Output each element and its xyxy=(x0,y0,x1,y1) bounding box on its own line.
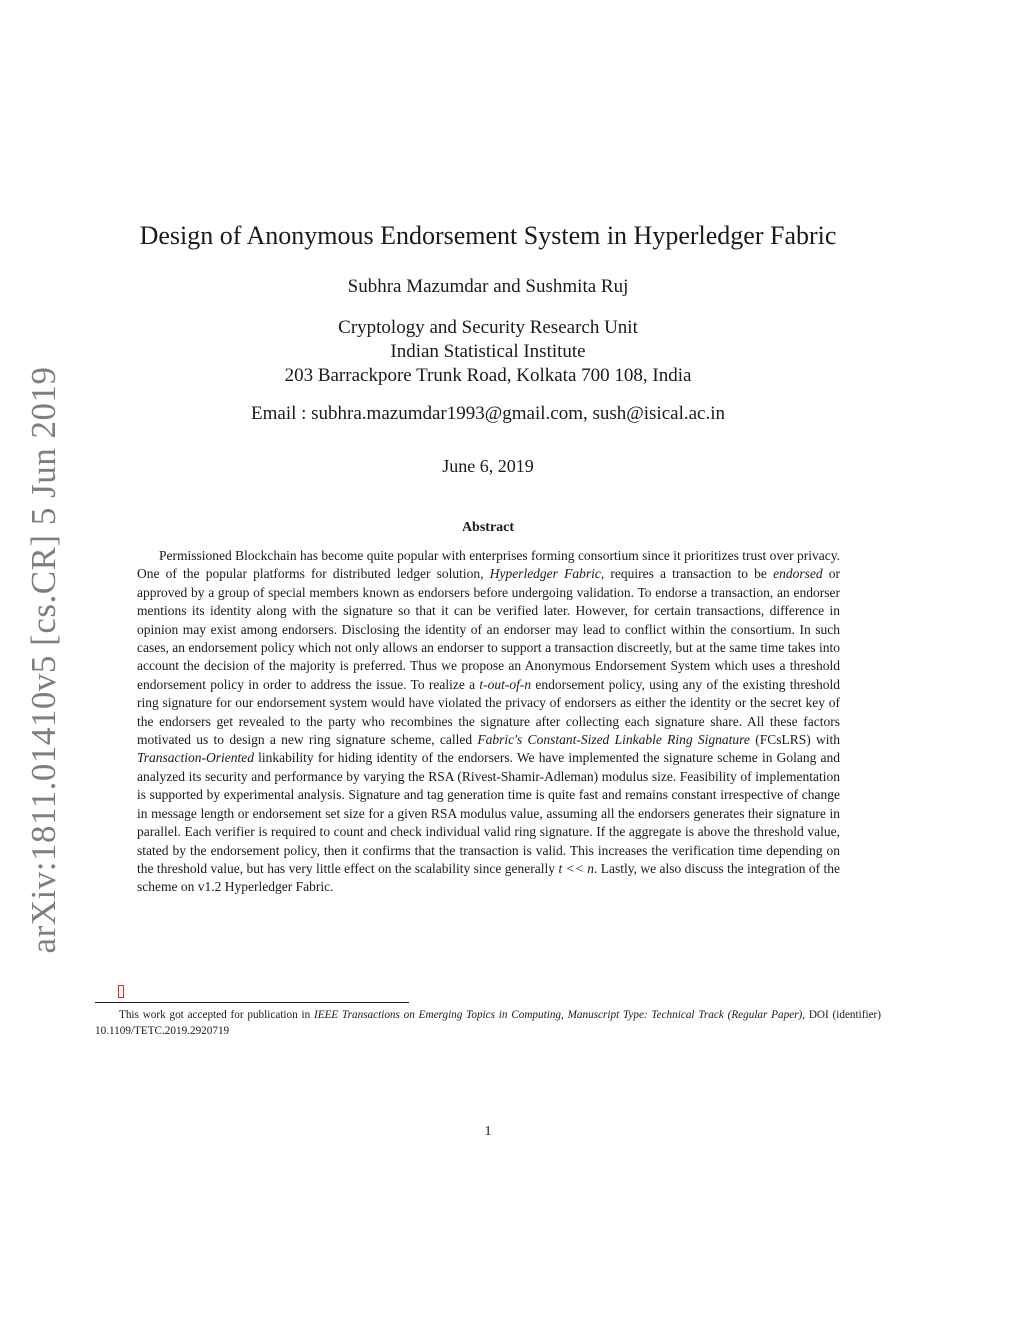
page-number: 1 xyxy=(484,1124,492,1139)
abstract-heading: Abstract xyxy=(461,520,515,535)
abstract-body xyxy=(137,547,840,897)
paper-title: Design of Anonymous Endorsement System in Hyperledger Fabric xyxy=(139,221,837,250)
abstract-paragraph: Permissioned Blockchain has become quite popular with enterprises forming consortium since it prioritizes trust over privacy. One of the popular platforms for distributed ledger solution, Hyperledger Fabric, requires a transaction to be endorsed or approved by a group of special members known as endorsers before undergoing validation. To endorse a transaction, an endorser mentions its identity along with the signature so that it can be verified later. However, for certain transactions, difference in opinion may exist among endorsers. Disclosing the identity of an endorser may lead to conflict within the consortium. In such cases, an endorsement policy which not only allows an endorser to support a transaction discreetly, but at the same time takes into account the decision of the majority is preferred. Thus we propose an Anonymous Endorsement System which uses a threshold endorsement policy in order to address the issue. To realize a t-out-of-n endorsement policy, using any of the existing threshold ring signature for our endorsement system would have violated the privacy of endorsers as either the identity or the secret key of the endorsers get revealed to the party who recombines the signature after collecting each signature share. All these factors motivated us to design a new ring signature scheme, called Fabric's Constant-Sized Linkable Ring Signature (FCsLRS) with Transaction-Oriented linkability for hiding identity of the endorsers. We have implemented the signature scheme in Golang and analyzed its security and performance by varying the RSA (Rivest-Shamir-Adleman) modulus size. Feasibility of implementation is supported by experimental analysis. Signature and tag generation time is quite fast and remains constant irrespective of change in message length or endorsement set size for a given RSA modulus value, assuming all the endorsers generates their signature in parallel. Each verifier is required to count and check individual valid ring signature. If the aggregate is above the threshold value, stated by the endorsement policy, then it confirms that the transaction is valid. This increases the verification time depending on the threshold value, but has very little effect on the scalability since generally t << n. Lastly, we also discuss the integration of the scheme on v1.2 Hyperledger Fabric. xyxy=(137,548,841,895)
arxiv-identifier: arXiv:1811.01410v5 [cs.CR] 5 Jun 2019 xyxy=(24,366,63,954)
paper-date: June 6, 2019 xyxy=(442,456,534,476)
footnote-link-marker[interactable] xyxy=(118,985,124,998)
footnote-divider xyxy=(95,1002,409,1003)
affiliation-unit: Cryptology and Security Research Unit xyxy=(338,317,638,338)
footnote: This work got accepted for publication in IEEE Transactions on Emerging Topics in Computing, Manuscript Type: Technical Track (Regular Paper), DOI (identifier) 10.1109/TETC.2019.2920719 xyxy=(95,1009,881,1037)
author-emails: Email : subhra.mazumdar1993@gmail.com, sush@isical.ac.in xyxy=(251,403,725,424)
affiliation xyxy=(0,316,976,388)
paper-authors: Subhra Mazumdar and Sushmita Ruj xyxy=(347,276,629,297)
affiliation-address: 203 Barrackpore Trunk Road, Kolkata 700 108, India xyxy=(284,365,692,386)
affiliation-institute: Indian Statistical Institute xyxy=(390,341,586,362)
